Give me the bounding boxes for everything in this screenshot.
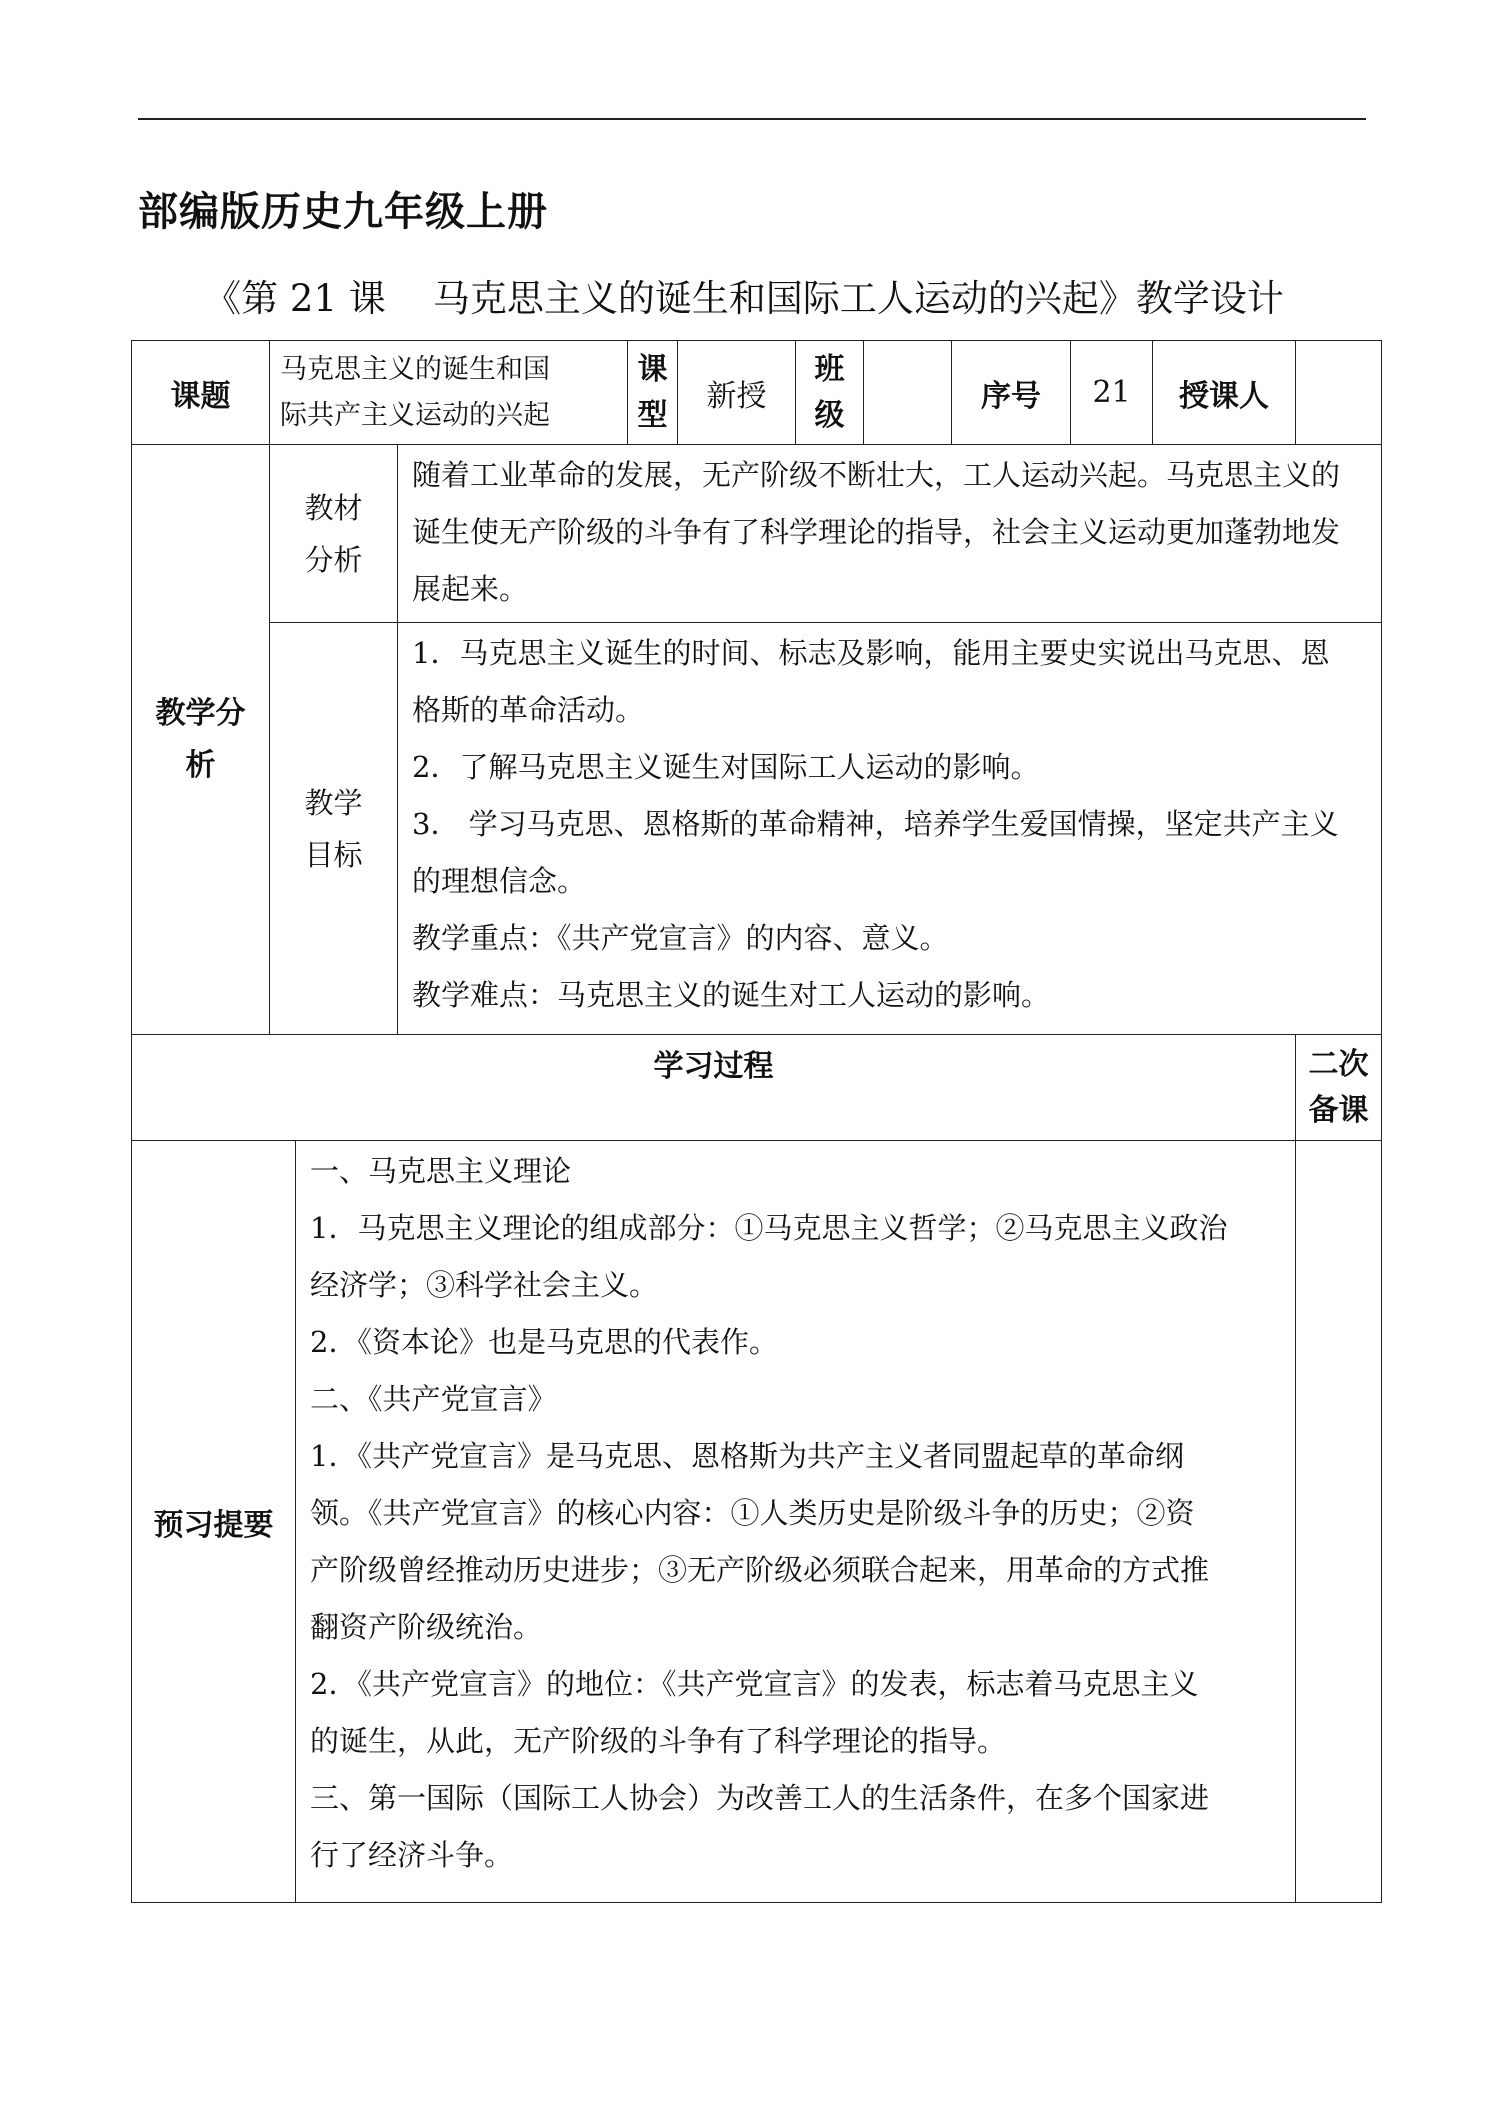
text-line: 格斯的革命活动。 xyxy=(412,693,645,727)
process-title: 学习过程 xyxy=(132,1035,1296,1141)
topic-value-line: 际共产主义运动的兴起 xyxy=(280,399,550,431)
text-line: 一、马克思主义理论 xyxy=(310,1154,572,1188)
topic-label: 课题 xyxy=(132,341,270,445)
material-label-line: 分析 xyxy=(304,542,363,577)
teacher-value xyxy=(1296,341,1382,445)
seq-label: 序号 xyxy=(952,341,1071,445)
remark-label-line: 备课 xyxy=(1308,1092,1369,1128)
objectives-label-line: 目标 xyxy=(304,837,363,872)
info-row xyxy=(132,341,1382,445)
preview-remark xyxy=(1296,1141,1382,1903)
text-line: 的理想信念。 xyxy=(412,864,587,898)
analysis-label xyxy=(132,445,270,1035)
type-label-line: 课 xyxy=(637,351,668,387)
text-line: 1．马克思主义诞生的时间、标志及影响，能用主要史实说出马克思、恩 xyxy=(412,636,1330,670)
preview-label: 预习提要 xyxy=(132,1141,296,1903)
preview-text xyxy=(296,1141,1296,1903)
objectives-text xyxy=(398,623,1382,1035)
text-line: 1．《共产党宣言》是马克思、恩格斯为共产主义者同盟起草的革命纲 xyxy=(310,1439,1184,1473)
topic-value-line: 马克思主义的诞生和国 xyxy=(280,353,550,385)
text-line: 教学难点：马克思主义的诞生对工人运动的影响。 xyxy=(412,978,1051,1012)
text-line: 的诞生，从此，无产阶级的斗争有了科学理论的指导。 xyxy=(310,1724,1007,1758)
class-value xyxy=(864,341,952,445)
text-line: 经济学；③科学社会主义。 xyxy=(310,1268,659,1302)
text-line: 翻资产阶级统治。 xyxy=(310,1610,543,1644)
analysis-label-line: 教学分 xyxy=(155,695,246,731)
text-line: 2．《共产党宣言》的地位：《共产党宣言》的发表，标志着马克思主义 xyxy=(310,1667,1199,1701)
class-label-line: 班 xyxy=(814,351,845,387)
teacher-label: 授课人 xyxy=(1153,341,1296,445)
text-line: 三、第一国际（国际工人协会）为改善工人的生活条件，在多个国家进 xyxy=(310,1781,1210,1815)
type-label-line: 型 xyxy=(637,397,668,433)
type-label xyxy=(628,341,678,445)
text-line: 教学重点：《共产党宣言》的内容、意义。 xyxy=(412,921,949,955)
header-rule xyxy=(138,118,1366,120)
class-label xyxy=(796,341,864,445)
objectives-label-line: 教学 xyxy=(304,785,363,820)
document-title: 《第 21 课 马克思主义的诞生和国际工人运动的兴起》教学设计 xyxy=(204,277,1284,320)
text-line: 领。《共产党宣言》的核心内容：①人类历史是阶级斗争的历史；②资 xyxy=(310,1496,1195,1530)
analysis-label-line: 析 xyxy=(185,747,216,783)
text-line: 诞生使无产阶级的斗争有了科学理论的指导，社会主义运动更加蓬勃地发 xyxy=(412,515,1341,549)
text-line: 行了经济斗争。 xyxy=(310,1838,514,1872)
seq-value: 21 xyxy=(1071,341,1153,445)
type-value: 新授 xyxy=(678,341,796,445)
text-line: 3． 学习马克思、恩格斯的革命精神，培养学生爱国情操，坚定共产主义 xyxy=(412,807,1339,841)
material-label xyxy=(270,445,398,623)
remark-label-line: 二次 xyxy=(1308,1046,1369,1082)
text-line: 随着工业革命的发展，无产阶级不断壮大，工人运动兴起。马克思主义的 xyxy=(412,458,1341,492)
material-text xyxy=(398,445,1382,623)
lesson-plan-table xyxy=(131,340,1382,1903)
objectives-row xyxy=(132,623,1382,1035)
preview-row xyxy=(132,1141,1382,1903)
text-line: 2．《资本论》也是马克思的代表作。 xyxy=(310,1325,778,1359)
class-label-line: 级 xyxy=(814,397,845,433)
objectives-label xyxy=(270,623,398,1035)
material-label-line: 教材 xyxy=(304,490,363,525)
text-line: 2．了解马克思主义诞生对国际工人运动的影响。 xyxy=(412,750,1040,784)
process-header-row xyxy=(132,1035,1382,1141)
text-line: 1．马克思主义理论的组成部分：①马克思主义哲学；②马克思主义政治 xyxy=(310,1211,1228,1245)
material-row xyxy=(132,445,1382,623)
text-line: 二、《共产党宣言》 xyxy=(310,1382,557,1416)
text-line: 产阶级曾经推动历史进步；③无产阶级必须联合起来，用革命的方式推 xyxy=(310,1553,1210,1587)
remark-label xyxy=(1296,1035,1382,1141)
document-header: 部编版历史九年级上册 xyxy=(138,189,548,235)
topic-value xyxy=(270,341,628,445)
text-line: 展起来。 xyxy=(412,572,529,606)
